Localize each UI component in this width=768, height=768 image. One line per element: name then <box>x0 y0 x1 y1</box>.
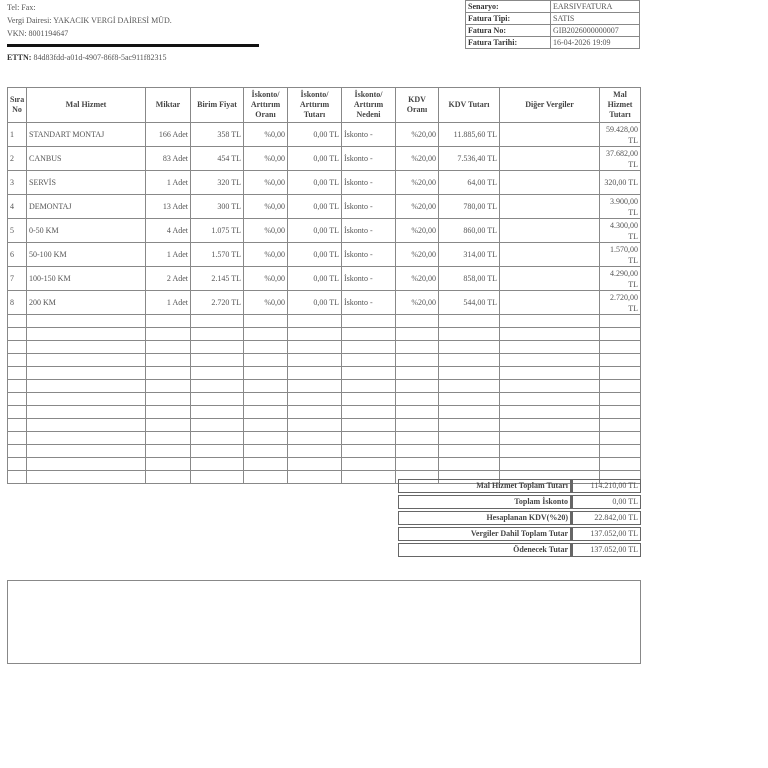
cell-diger-vergiler <box>500 123 600 147</box>
empty-cell <box>288 380 342 393</box>
empty-cell <box>600 458 641 471</box>
totals-label: Toplam İskonto <box>398 495 571 509</box>
totals-value: 137.052,00 TL <box>571 527 641 541</box>
seller-tel-fax: Tel: Fax: <box>7 3 36 12</box>
empty-cell <box>244 445 288 458</box>
empty-cell <box>439 419 500 432</box>
empty-cell <box>27 393 146 406</box>
empty-cell <box>244 419 288 432</box>
header-mal-hizmet-tutari: Mal Hizmet Tutarı <box>600 88 641 123</box>
empty-cell <box>146 445 191 458</box>
cell-mal-hizmet: STANDART MONTAJ <box>27 123 146 147</box>
empty-cell <box>8 445 27 458</box>
empty-cell <box>342 341 396 354</box>
empty-cell <box>191 354 244 367</box>
cell-mal-hizmet: 0-50 KM <box>27 219 146 243</box>
table-header-row <box>8 88 641 123</box>
empty-cell <box>27 419 146 432</box>
ettn-line <box>7 53 166 63</box>
cell-mal-hizmet-tutari: 1.570,00 TL <box>600 243 641 267</box>
totals-label: Mal Hizmet Toplam Tutarı <box>398 479 571 493</box>
empty-cell <box>8 406 27 419</box>
cell-birim-fiyat: 1.570 TL <box>191 243 244 267</box>
totals-label: Ödenecek Tutar <box>398 543 571 557</box>
empty-cell <box>600 341 641 354</box>
cell-iskonto-orani: %0,00 <box>244 123 288 147</box>
empty-cell <box>27 341 146 354</box>
empty-cell <box>500 393 600 406</box>
cell-kdv-tutari: 64,00 TL <box>439 171 500 195</box>
cell-kdv-tutari: 314,00 TL <box>439 243 500 267</box>
empty-cell <box>191 432 244 445</box>
empty-cell <box>8 471 27 484</box>
empty-cell <box>600 419 641 432</box>
empty-cell <box>244 341 288 354</box>
empty-cell <box>146 406 191 419</box>
empty-cell <box>500 445 600 458</box>
empty-cell <box>342 471 396 484</box>
cell-kdv-orani: %20,00 <box>396 123 439 147</box>
cell-iskonto-orani: %0,00 <box>244 195 288 219</box>
empty-cell <box>146 471 191 484</box>
seller-vkn: VKN: 8001194647 <box>7 29 69 38</box>
empty-cell <box>288 458 342 471</box>
empty-cell <box>27 445 146 458</box>
empty-cell <box>439 380 500 393</box>
cell-iskonto-nedeni: İskonto - <box>342 243 396 267</box>
cell-kdv-tutari: 7.536,40 TL <box>439 147 500 171</box>
empty-cell <box>500 458 600 471</box>
cell-birim-fiyat: 320 TL <box>191 171 244 195</box>
table-row <box>8 147 641 171</box>
empty-table-row <box>8 445 641 458</box>
cell-sira-no: 8 <box>8 291 27 315</box>
header-divider <box>7 44 259 47</box>
totals-table <box>398 477 641 559</box>
empty-cell <box>500 419 600 432</box>
header-birim-fiyat: Birim Fiyat <box>191 88 244 123</box>
empty-cell <box>600 445 641 458</box>
empty-cell <box>191 471 244 484</box>
totals-row <box>398 495 641 509</box>
table-row <box>8 123 641 147</box>
table-row <box>8 171 641 195</box>
info-value: EARSIVFATURA <box>551 1 640 13</box>
header-miktar: Miktar <box>146 88 191 123</box>
empty-cell <box>146 393 191 406</box>
cell-mal-hizmet-tutari: 37.682,00 TL <box>600 147 641 171</box>
empty-cell <box>288 419 342 432</box>
cell-diger-vergiler <box>500 147 600 171</box>
empty-cell <box>396 393 439 406</box>
empty-cell <box>244 432 288 445</box>
info-value: GIB2026000000007 <box>551 25 640 37</box>
empty-cell <box>288 445 342 458</box>
empty-cell <box>27 471 146 484</box>
totals-value: 114.210,00 TL <box>571 479 641 493</box>
header-kdv-orani: KDV Oranı <box>396 88 439 123</box>
cell-iskonto-orani: %0,00 <box>244 243 288 267</box>
cell-iskonto-tutari: 0,00 TL <box>288 123 342 147</box>
empty-cell <box>288 315 342 328</box>
cell-miktar: 1 Adet <box>146 243 191 267</box>
empty-cell <box>191 445 244 458</box>
empty-cell <box>27 354 146 367</box>
empty-cell <box>288 393 342 406</box>
cell-diger-vergiler <box>500 219 600 243</box>
cell-kdv-orani: %20,00 <box>396 219 439 243</box>
empty-table-row <box>8 367 641 380</box>
header-sira-no: Sıra No <box>8 88 27 123</box>
empty-cell <box>439 432 500 445</box>
empty-table-row <box>8 354 641 367</box>
empty-cell <box>146 419 191 432</box>
empty-cell <box>8 341 27 354</box>
table-row <box>8 243 641 267</box>
cell-miktar: 1 Adet <box>146 291 191 315</box>
empty-cell <box>27 432 146 445</box>
cell-sira-no: 4 <box>8 195 27 219</box>
cell-iskonto-orani: %0,00 <box>244 267 288 291</box>
empty-cell <box>600 367 641 380</box>
empty-cell <box>191 458 244 471</box>
cell-birim-fiyat: 2.145 TL <box>191 267 244 291</box>
info-row <box>466 1 640 13</box>
totals-row <box>398 479 641 493</box>
empty-cell <box>288 432 342 445</box>
empty-cell <box>500 367 600 380</box>
empty-cell <box>600 380 641 393</box>
totals-row <box>398 527 641 541</box>
empty-cell <box>146 341 191 354</box>
cell-birim-fiyat: 358 TL <box>191 123 244 147</box>
empty-cell <box>600 315 641 328</box>
empty-cell <box>8 380 27 393</box>
empty-cell <box>342 445 396 458</box>
empty-cell <box>396 341 439 354</box>
empty-cell <box>288 328 342 341</box>
cell-miktar: 4 Adet <box>146 219 191 243</box>
empty-cell <box>191 367 244 380</box>
empty-cell <box>244 328 288 341</box>
ettn-value: 84d83fdd-a01d-4907-86f8-5ac911f82315 <box>33 53 167 62</box>
cell-sira-no: 1 <box>8 123 27 147</box>
cell-kdv-tutari: 858,00 TL <box>439 267 500 291</box>
cell-diger-vergiler <box>500 243 600 267</box>
header-diger-vergiler: Diğer Vergiler <box>500 88 600 123</box>
empty-cell <box>244 458 288 471</box>
cell-diger-vergiler <box>500 291 600 315</box>
totals-value: 22.842,00 TL <box>571 511 641 525</box>
empty-cell <box>439 367 500 380</box>
empty-cell <box>600 406 641 419</box>
info-value: SATIS <box>551 13 640 25</box>
empty-cell <box>146 458 191 471</box>
cell-birim-fiyat: 300 TL <box>191 195 244 219</box>
header-kdv-tutari: KDV Tutarı <box>439 88 500 123</box>
empty-cell <box>439 393 500 406</box>
empty-cell <box>342 315 396 328</box>
empty-cell <box>600 432 641 445</box>
cell-kdv-tutari: 11.885,60 TL <box>439 123 500 147</box>
header-iskonto-orani: İskonto/ Arttırım Oranı <box>244 88 288 123</box>
empty-table-row <box>8 328 641 341</box>
cell-iskonto-nedeni: İskonto - <box>342 267 396 291</box>
empty-cell <box>342 328 396 341</box>
empty-cell <box>8 354 27 367</box>
empty-cell <box>342 380 396 393</box>
cell-kdv-tutari: 780,00 TL <box>439 195 500 219</box>
cell-kdv-orani: %20,00 <box>396 267 439 291</box>
empty-table-row <box>8 380 641 393</box>
empty-table-row <box>8 315 641 328</box>
empty-cell <box>146 380 191 393</box>
cell-miktar: 13 Adet <box>146 195 191 219</box>
empty-cell <box>146 354 191 367</box>
empty-cell <box>439 406 500 419</box>
empty-cell <box>191 328 244 341</box>
empty-cell <box>27 380 146 393</box>
cell-miktar: 83 Adet <box>146 147 191 171</box>
totals-label: Hesaplanan KDV(%20) <box>398 511 571 525</box>
empty-cell <box>146 432 191 445</box>
cell-kdv-orani: %20,00 <box>396 291 439 315</box>
header-iskonto-tutari: İskonto/ Arttırım Tutarı <box>288 88 342 123</box>
invoice-items-table <box>7 87 641 484</box>
ettn-label: ETTN: <box>7 53 32 62</box>
header-mal-hizmet: Mal Hizmet <box>27 88 146 123</box>
invoice-info-table <box>465 0 640 49</box>
empty-table-row <box>8 406 641 419</box>
totals-label: Vergiler Dahil Toplam Tutar <box>398 527 571 541</box>
empty-cell <box>396 419 439 432</box>
cell-iskonto-tutari: 0,00 TL <box>288 291 342 315</box>
cell-birim-fiyat: 1.075 TL <box>191 219 244 243</box>
empty-cell <box>288 471 342 484</box>
empty-cell <box>244 393 288 406</box>
empty-cell <box>8 419 27 432</box>
empty-cell <box>146 315 191 328</box>
empty-cell <box>396 458 439 471</box>
totals-row <box>398 543 641 557</box>
info-row <box>466 25 640 37</box>
cell-kdv-orani: %20,00 <box>396 147 439 171</box>
totals-value: 137.052,00 TL <box>571 543 641 557</box>
empty-cell <box>600 393 641 406</box>
empty-cell <box>27 406 146 419</box>
empty-cell <box>191 406 244 419</box>
empty-cell <box>396 406 439 419</box>
cell-iskonto-orani: %0,00 <box>244 219 288 243</box>
empty-cell <box>191 419 244 432</box>
empty-cell <box>500 341 600 354</box>
empty-cell <box>288 406 342 419</box>
cell-sira-no: 7 <box>8 267 27 291</box>
empty-cell <box>191 341 244 354</box>
empty-cell <box>500 354 600 367</box>
empty-cell <box>342 393 396 406</box>
info-row <box>466 13 640 25</box>
empty-cell <box>8 328 27 341</box>
cell-mal-hizmet-tutari: 59.428,00 TL <box>600 123 641 147</box>
empty-cell <box>288 354 342 367</box>
cell-iskonto-nedeni: İskonto - <box>342 291 396 315</box>
empty-table-row <box>8 341 641 354</box>
empty-cell <box>27 367 146 380</box>
empty-cell <box>396 445 439 458</box>
empty-cell <box>8 315 27 328</box>
empty-cell <box>191 380 244 393</box>
empty-cell <box>439 341 500 354</box>
empty-cell <box>244 406 288 419</box>
empty-cell <box>288 341 342 354</box>
info-key: Fatura No: <box>466 25 551 37</box>
empty-cell <box>191 315 244 328</box>
empty-cell <box>500 328 600 341</box>
empty-cell <box>439 445 500 458</box>
empty-cell <box>244 380 288 393</box>
cell-mal-hizmet-tutari: 4.300,00 TL <box>600 219 641 243</box>
empty-table-row <box>8 458 641 471</box>
cell-kdv-tutari: 860,00 TL <box>439 219 500 243</box>
empty-cell <box>396 328 439 341</box>
cell-mal-hizmet-tutari: 3.900,00 TL <box>600 195 641 219</box>
cell-miktar: 2 Adet <box>146 267 191 291</box>
header-iskonto-nedeni: İskonto/ Arttırım Nedeni <box>342 88 396 123</box>
table-row <box>8 291 641 315</box>
empty-cell <box>396 432 439 445</box>
empty-cell <box>439 315 500 328</box>
cell-miktar: 166 Adet <box>146 123 191 147</box>
cell-iskonto-nedeni: İskonto - <box>342 219 396 243</box>
cell-iskonto-nedeni: İskonto - <box>342 123 396 147</box>
cell-iskonto-tutari: 0,00 TL <box>288 195 342 219</box>
cell-iskonto-orani: %0,00 <box>244 171 288 195</box>
cell-mal-hizmet: CANBUS <box>27 147 146 171</box>
seller-tax-office: Vergi Dairesi: YAKACIK VERGİ DAİRESİ MÜD. <box>7 16 172 25</box>
empty-table-row <box>8 419 641 432</box>
cell-iskonto-tutari: 0,00 TL <box>288 243 342 267</box>
empty-cell <box>27 328 146 341</box>
cell-mal-hizmet: DEMONTAJ <box>27 195 146 219</box>
cell-mal-hizmet: 100-150 KM <box>27 267 146 291</box>
empty-cell <box>342 458 396 471</box>
empty-cell <box>500 315 600 328</box>
empty-cell <box>8 393 27 406</box>
empty-cell <box>342 367 396 380</box>
cell-mal-hizmet: SERVİS <box>27 171 146 195</box>
empty-cell <box>396 315 439 328</box>
empty-cell <box>244 354 288 367</box>
cell-mal-hizmet-tutari: 320,00 TL <box>600 171 641 195</box>
empty-cell <box>342 419 396 432</box>
cell-sira-no: 5 <box>8 219 27 243</box>
empty-cell <box>146 328 191 341</box>
cell-mal-hizmet-tutari: 4.290,00 TL <box>600 267 641 291</box>
cell-mal-hizmet: 50-100 KM <box>27 243 146 267</box>
empty-cell <box>439 328 500 341</box>
cell-iskonto-orani: %0,00 <box>244 291 288 315</box>
empty-cell <box>27 315 146 328</box>
empty-cell <box>342 354 396 367</box>
empty-cell <box>396 354 439 367</box>
empty-cell <box>439 458 500 471</box>
info-value: 16-04-2026 19:09 <box>551 37 640 49</box>
empty-table-row <box>8 393 641 406</box>
table-row <box>8 267 641 291</box>
cell-iskonto-orani: %0,00 <box>244 147 288 171</box>
empty-cell <box>396 367 439 380</box>
empty-cell <box>244 315 288 328</box>
info-key: Fatura Tarihi: <box>466 37 551 49</box>
cell-kdv-orani: %20,00 <box>396 171 439 195</box>
empty-cell <box>244 471 288 484</box>
info-key: Senaryo: <box>466 1 551 13</box>
cell-iskonto-tutari: 0,00 TL <box>288 267 342 291</box>
table-row <box>8 219 641 243</box>
empty-cell <box>27 458 146 471</box>
empty-cell <box>288 367 342 380</box>
empty-cell <box>342 432 396 445</box>
empty-cell <box>8 367 27 380</box>
cell-iskonto-nedeni: İskonto - <box>342 147 396 171</box>
cell-iskonto-tutari: 0,00 TL <box>288 219 342 243</box>
cell-diger-vergiler <box>500 267 600 291</box>
empty-table-row <box>8 432 641 445</box>
empty-cell <box>500 432 600 445</box>
empty-cell <box>8 458 27 471</box>
cell-birim-fiyat: 454 TL <box>191 147 244 171</box>
empty-cell <box>500 380 600 393</box>
info-row <box>466 37 640 49</box>
cell-mal-hizmet: 200 KM <box>27 291 146 315</box>
cell-kdv-orani: %20,00 <box>396 243 439 267</box>
cell-kdv-orani: %20,00 <box>396 195 439 219</box>
table-row <box>8 195 641 219</box>
cell-iskonto-nedeni: İskonto - <box>342 171 396 195</box>
cell-iskonto-tutari: 0,00 TL <box>288 171 342 195</box>
totals-row <box>398 511 641 525</box>
cell-sira-no: 2 <box>8 147 27 171</box>
empty-cell <box>342 406 396 419</box>
empty-cell <box>191 393 244 406</box>
empty-cell <box>8 432 27 445</box>
cell-kdv-tutari: 544,00 TL <box>439 291 500 315</box>
cell-sira-no: 3 <box>8 171 27 195</box>
empty-cell <box>500 406 600 419</box>
empty-cell <box>244 367 288 380</box>
cell-sira-no: 6 <box>8 243 27 267</box>
cell-diger-vergiler <box>500 195 600 219</box>
cell-iskonto-nedeni: İskonto - <box>342 195 396 219</box>
cell-mal-hizmet-tutari: 2.720,00 TL <box>600 291 641 315</box>
empty-cell <box>600 328 641 341</box>
info-key: Fatura Tipi: <box>466 13 551 25</box>
notes-box <box>7 580 641 664</box>
empty-cell <box>146 367 191 380</box>
cell-iskonto-tutari: 0,00 TL <box>288 147 342 171</box>
cell-birim-fiyat: 2.720 TL <box>191 291 244 315</box>
totals-value: 0,00 TL <box>571 495 641 509</box>
empty-cell <box>600 354 641 367</box>
empty-cell <box>396 380 439 393</box>
cell-miktar: 1 Adet <box>146 171 191 195</box>
empty-cell <box>439 354 500 367</box>
cell-diger-vergiler <box>500 171 600 195</box>
